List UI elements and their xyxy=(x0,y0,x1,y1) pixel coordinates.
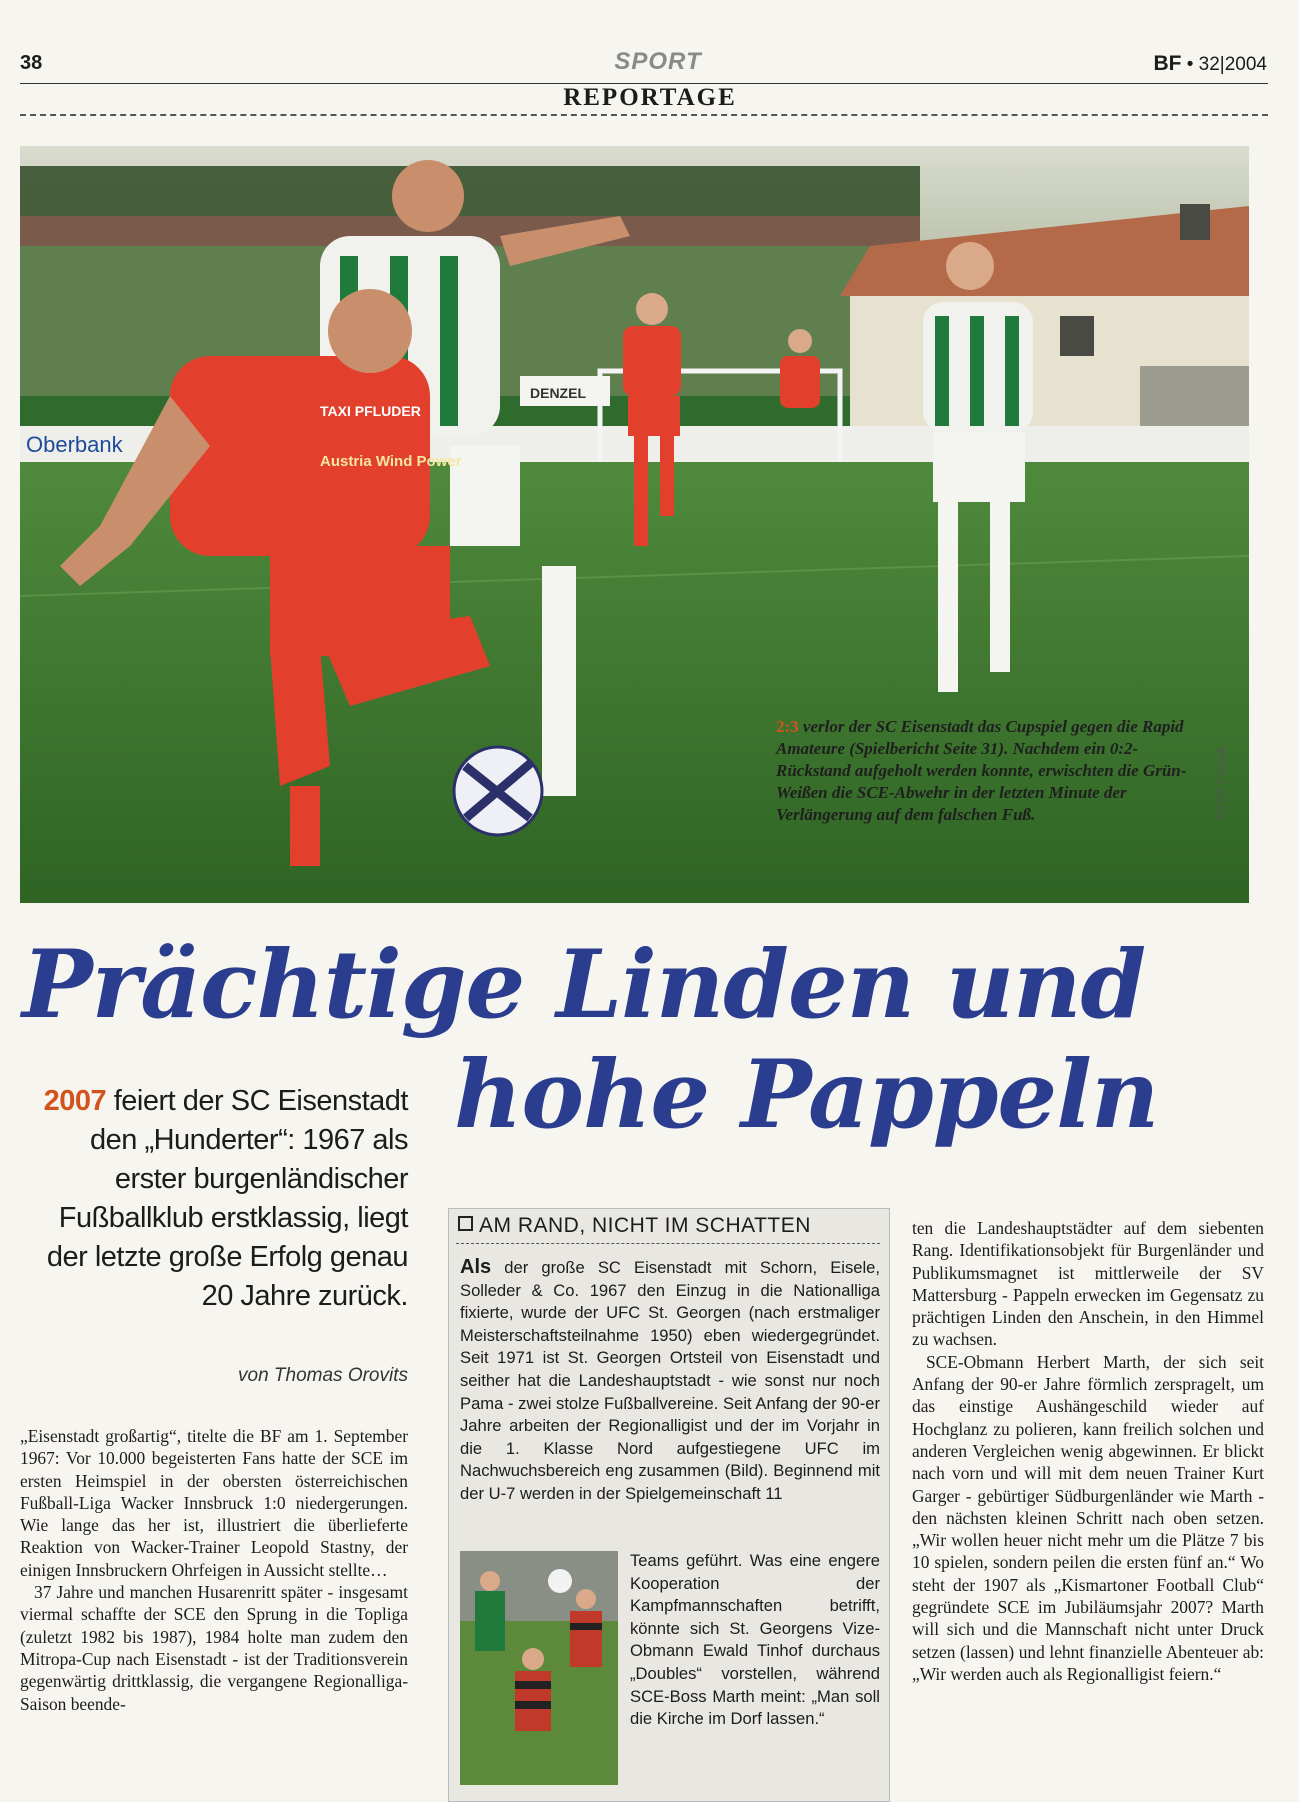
caption-highlight: 2:3 xyxy=(776,717,799,736)
column3-paragraph-2: SCE-Obmann Herbert Marth, der sich seit Anfang der 90-er Jahre förmlich zerspragelt, um das einstige Aushängeschild wieder auf Hochglanz zu polieren, kann freilich solchen und anderen Vergleichen wenig abgewinnen. Er blickt nach vorn und will mit dem neuen Trainer Kurt Garger - gebürtiger Südburgenländer wie Marth - den nächsten kleinen Schritt nach oben setzen. „Wir wollen heuer nicht mehr um die Plätze 7 bis 10 spielen, sondern peilen die ersten fünf an.“ Wo steht der 1907 als „Kismartoner Football Club“ gegründete SCE im Jubiläumsjahr 2007? Marth will sich und die Mannschaft nicht unter Druck setzen (lassen) und lehnt finanzielle Abenteuer ab: „Wir werden auch als Regionalligist feiern.“ xyxy=(912,1351,1264,1684)
headline-line-1: Prächtige Linden und xyxy=(22,930,1146,1040)
lead-paragraph xyxy=(20,1082,408,1316)
masthead-bullet: • xyxy=(1186,54,1194,75)
section-label: SPORT xyxy=(614,48,702,75)
ad-board-denzel: DENZEL xyxy=(530,385,586,401)
publication-name: BF xyxy=(1153,52,1182,75)
checkbox-square-icon xyxy=(458,1216,473,1231)
sidebar-box-photo xyxy=(460,1551,618,1785)
body-column-3 xyxy=(912,1217,1264,1685)
lead-text: feiert der SC Eisenstadt den „Hunderter“: 1967 als erster burgenländischer Fußballklub erstklassig, liegt der letzte große Erfolg genau 20 Jahre zurück. xyxy=(46,1085,408,1312)
sidebar-box-text-continued: Teams geführt. Was eine engere Kooperation der Kampfmannschaften betrifft, könnte sich St. Georgens Vize-Obmann Ewald Tinhof durchaus „Doubles“ vorstellen, während SCE-Boss Marth meint: „Man soll die Kirche im Dorf lassen.“ xyxy=(630,1551,880,1729)
issue-number: 32|2004 xyxy=(1198,54,1267,75)
sidebar-box-body: der große SC Eisenstadt mit Schorn, Eisele, Solleder & Co. 1967 den Einzug in die Nationalliga fixierte, wurde der UFC St. Georgen (nach erstmaliger Meisterschaftsteilnahme 1950) eben wiedergegründet. Seit 1971 ist St. Georgen Ortsteil von Eisenstadt und seither hat die Landeshauptstadt - wie sonst nur noch Pama - zwei stolze Fußballvereine. Seit Anfang der 90-er Jahre arbeiten der Regionalligist und der im Vorjahr in die 1. Klasse Nord aufgestiegene UFC im Nachwuchsbereich eng zusammen (Bild). Beginnend mit der U-7 werden in der Spielgemeinschaft 11 xyxy=(460,1258,880,1503)
shirt-text: Austria Wind Power xyxy=(320,453,462,470)
sidebar-box-first-word: Als xyxy=(460,1256,492,1278)
sidebar-box-divider xyxy=(456,1243,880,1244)
photo-credit: FOTO: Fertsak xyxy=(1216,746,1228,820)
caption-text: verlor der SC Eisenstadt das Cupspiel gegen die Rapid Amateure (Spielbericht Seite 31). Nachdem ein 0:2-Rückstand aufgeholt werden konnte, erwischten die Grün-Weißen die SCE-Abwehr in der letzten Minute der Verlängerung auf dem falschen Fuß. xyxy=(776,717,1187,824)
sidebar-box-title-text: AM RAND, NICHT IM SCHATTEN xyxy=(479,1214,811,1237)
masthead xyxy=(1153,52,1267,76)
shirt-sponsor: TAXI PFLUDER xyxy=(320,403,421,419)
dashed-divider xyxy=(20,114,1268,116)
body-column-1 xyxy=(20,1425,408,1715)
youth-football-illustration xyxy=(460,1551,618,1785)
sidebar-box-text xyxy=(460,1256,880,1506)
column1-paragraph-1: „Eisenstadt großartig“, titelte die BF am 1. September 1967: Vor 10.000 begeisterten Fans hatte der SCE im ersten Heimspiel in der obersten österreichischen Fußball-Liga Wacker Innsbruck 1:0 niedergerungen. Wie lange das her ist, illustriert die überlieferte Reaktion von Wacker-Trainer Leopold Stastny, der einigen Innsbruckern Ohrfeigen in Aussicht stellte… xyxy=(20,1426,408,1580)
headline-line-2: hohe Pappeln xyxy=(454,1040,1159,1150)
sidebar-box-title xyxy=(458,1214,811,1238)
page-number: 38 xyxy=(20,52,43,74)
ad-board-oberbank: Oberbank xyxy=(26,432,123,457)
lead-highlight: 2007 xyxy=(43,1085,107,1117)
subsection-label: REPORTAGE xyxy=(563,84,737,111)
photo-caption xyxy=(776,716,1206,826)
byline: von Thomas Orovits xyxy=(238,1365,408,1386)
column1-paragraph-2: 37 Jahre und manchen Husarenritt später - insgesamt viermal schaffte der SCE den Sprung in die Topliga (zuletzt 1982 bis 1987), 1984 holte man zudem den Mitropa-Cup nach Eisenstadt - ist der Traditionsverein gegenwärtig drittklassig, die vergangene Regionalliga-Saison beende- xyxy=(20,1582,408,1714)
column3-paragraph-1: ten die Landeshauptstädter auf dem siebenten Rang. Identifikationsobjekt für Burgenländer und Publikumsmagnet ist mittlerweile der SV Mattersburg - Pappeln erwecken im Gegensatz zu prächtigen Linden den Anschein, in den Himmel zu wachsen. xyxy=(912,1218,1264,1350)
